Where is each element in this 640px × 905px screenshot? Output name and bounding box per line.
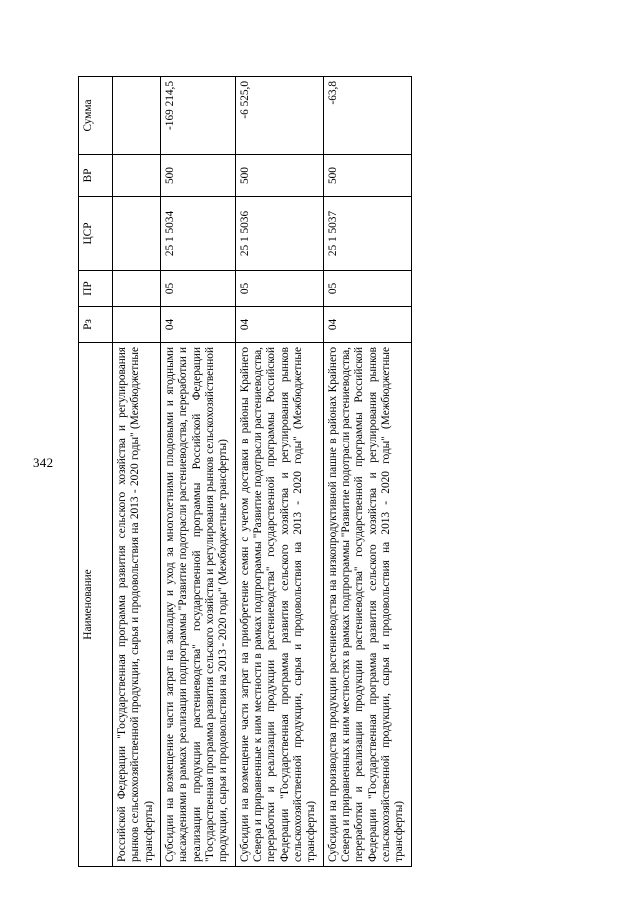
table-row <box>323 77 411 867</box>
table-row <box>113 77 161 867</box>
cell-csr: 25 1 5036 <box>235 197 323 271</box>
cell-sum: -6 525,0 <box>235 77 323 155</box>
budget-table <box>78 76 412 867</box>
cell-name: Субсидии на возмещение части затрат на закладку и уход за многолетними плодовыми и ягодными насаждениями в рамках реализации подпрограммы "Развитие подотрасли растениеводства, переработки и реализации продукции растениеводства" государственной программы Российской Федерации "Государственная программа развития сельского хозяйства и регулирования рынков сельскохозяйственной продукции, сырья и продовольствия на 2013 - 2020 годы" (Межбюджетные трансферты) <box>160 343 235 867</box>
cell-name: Российской Федерации "Государственная программа развития сельского хозяйства и регулирования рынков сельскохозяйственной продукции, сырья и продовольствия на 2013 - 2020 годы" (Межбюджетные трансферты) <box>113 343 161 867</box>
table-row <box>235 77 323 867</box>
cell-vr: 500 <box>323 155 411 197</box>
cell-csr: 25 1 5037 <box>323 197 411 271</box>
cell-pr: 05 <box>160 271 235 307</box>
table-row <box>160 77 235 867</box>
cell-sum: -63,8 <box>323 77 411 155</box>
cell-sum: -169 214,5 <box>160 77 235 155</box>
column-header-rz: Рз <box>79 307 113 343</box>
cell-csr <box>113 197 161 271</box>
cell-pr <box>113 271 161 307</box>
cell-sum <box>113 77 161 155</box>
cell-rz <box>113 307 161 343</box>
cell-rz: 04 <box>235 307 323 343</box>
column-header-name: Наименование <box>79 343 113 867</box>
cell-pr: 05 <box>235 271 323 307</box>
cell-vr: 500 <box>235 155 323 197</box>
cell-rz: 04 <box>160 307 235 343</box>
cell-name: Субсидии на возмещение части затрат на приобретение семян с учетом доставки в районы Крайнего Севера и приравненные к ним местности в рамках подпрограммы "Развитие подотрасли растениеводства, переработки и реализации продукции растениеводства" государственной программы Российской Федерации "Государственная программа развития сельского хозяйства и регулирования рынков сельскохозяйственной продукции, сырья и продовольствия на 2013 - 2020 годы" (Межбюджетные трансферты) <box>235 343 323 867</box>
cell-rz: 04 <box>323 307 411 343</box>
cell-csr: 25 1 5034 <box>160 197 235 271</box>
column-header-pr: ПР <box>79 271 113 307</box>
column-header-csr: ЦСР <box>79 197 113 271</box>
page-number: 342 <box>33 455 54 470</box>
table-header-row <box>79 77 113 867</box>
cell-vr <box>113 155 161 197</box>
cell-name: Субсидии на производства продукции растениеводства на низкопродуктивной пашне в районах Крайнего Севера и приравненных к ним местностях в рамках подпрограммы "Развитие подотрасли растениеводства, переработки и реализации продукции растениеводства" государственной программы Российской Федерации "Государственная программа развития сельского хозяйства и регулирования рынков сельскохозяйственной продукции, сырья и продовольствия на 2013 - 2020 годы" (Межбюджетные трансферты) <box>323 343 411 867</box>
column-header-sum: Сумма <box>79 77 113 155</box>
column-header-vr: ВР <box>79 155 113 197</box>
cell-pr: 05 <box>323 271 411 307</box>
cell-vr: 500 <box>160 155 235 197</box>
